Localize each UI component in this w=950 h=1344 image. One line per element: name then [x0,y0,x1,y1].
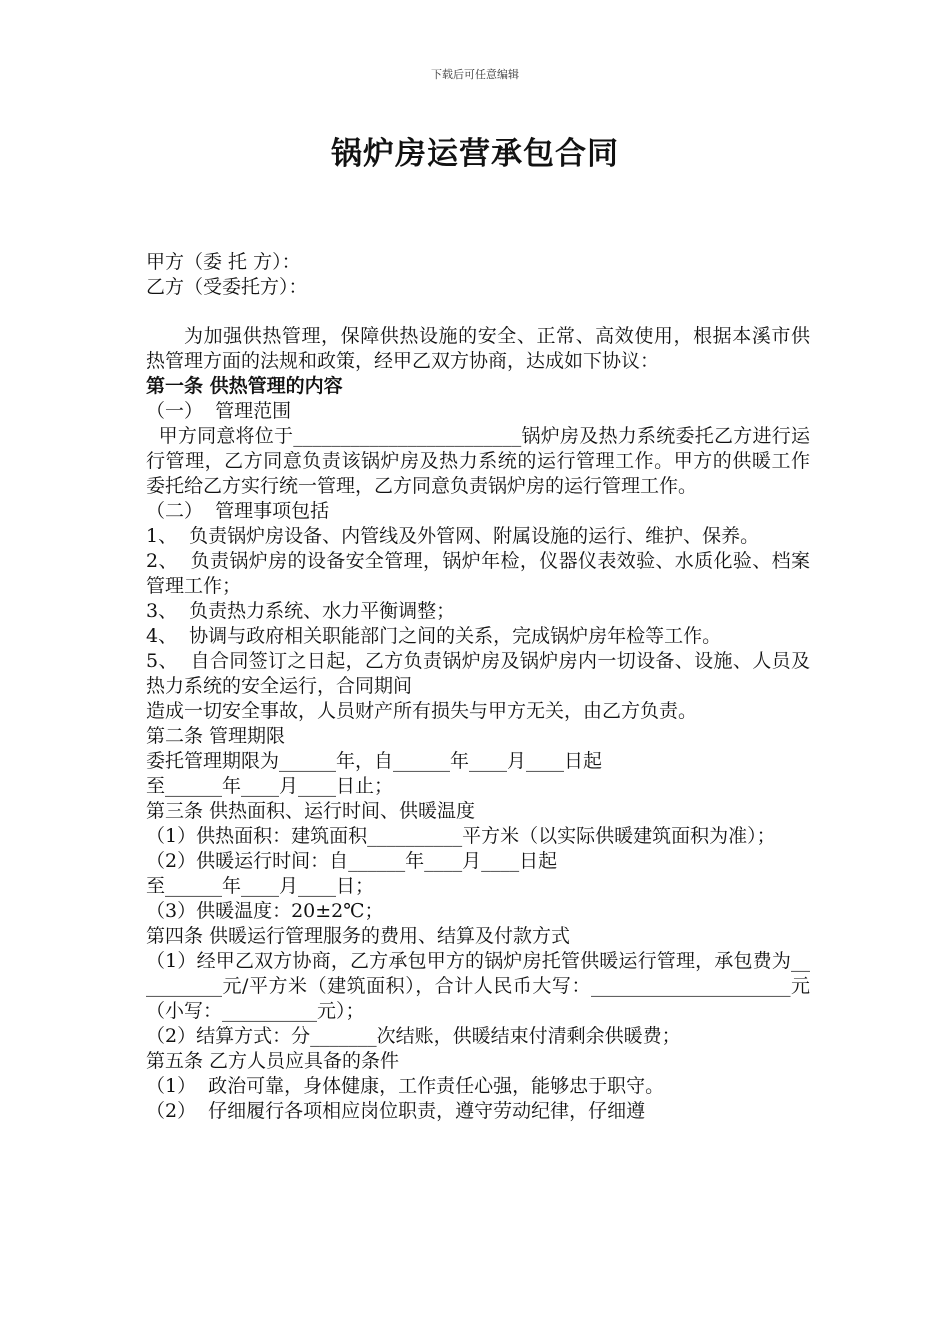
party-b-line: 乙方（受委托方）： [146,276,308,298]
contract-body [146,250,810,1124]
article-1-heading: 第一条 供热管理的内容 [146,375,343,397]
article-4-heading: 第四条 供暖运行管理服务的费用、结算及付款方式 [146,925,571,947]
preamble-paragraph: 为加强供热管理，保障供热设施的安全、正常、高效使用，根据本溪市供热管理方面的法规和政策，经甲乙双方协商，达成如下协议： [146,325,810,372]
article-2-line-2: 至______年____月____日止； [146,775,394,797]
article-1-sub1-heading: （一） 管理范围 [146,400,292,422]
article-5-item-2: （2） 仔细履行各项相应岗位职责，遵守劳动纪律，仔细遵 [146,1100,646,1122]
document-title: 锅炉房运营承包合同 [331,136,619,172]
article-1-sub1-text: 甲方同意将位于________________________锅炉房及热力系统委托乙方进行运行管理，乙方同意负责该锅炉房及热力系统的运行管理工作。甲方的供暖工作委托给乙方实行统一管理，乙方同意负责锅炉房的运行管理工作。 [146,425,810,497]
article-1-item-2: 2、 负责锅炉房的设备安全管理，锅炉年检，仪器仪表效验、水质化验、档案管理工作； [146,550,810,597]
article-1-item-5-continued: 造成一切安全事故，人员财产所有损失与甲方无关，由乙方负责。 [146,700,698,722]
header-note: 下载后可任意编辑 [431,68,519,81]
article-3-item-2a: （2）供暖运行时间：自______年____月____日起 [146,850,558,872]
article-5-item-1: （1） 政治可靠，身体健康，工作责任心强，能够忠于职守。 [146,1075,665,1097]
article-3-item-3: （3）供暖温度：20±2℃； [146,900,384,922]
article-3-heading: 第三条 供热面积、运行时间、供暖温度 [146,800,476,822]
article-4-item-2: （2）结算方式：分_______次结账，供暖结束付清剩余供暖费； [146,1025,681,1047]
article-4-item-1: （1）经甲乙双方协商，乙方承包甲方的锅炉房托管供暖运行管理，承包费为__________元/平方米（建筑面积），合计人民币大写：_____________________元（小写：__________元）； [146,950,810,1022]
article-2-heading: 第二条 管理期限 [146,725,286,747]
article-3-item-2b: 至______年____月____日； [146,875,375,897]
article-5-heading: 第五条 乙方人员应具备的条件 [146,1050,400,1072]
article-1-sub2-heading: （二） 管理事项包括 [146,500,330,522]
article-2-line-1: 委托管理期限为______年，自______年____月____日起 [146,750,603,772]
article-1-item-4: 4、 协调与政府相关职能部门之间的关系，完成锅炉房年检等工作。 [146,625,722,647]
party-a-line: 甲方（委 托 方）： [146,251,301,273]
article-1-item-1: 1、 负责锅炉房设备、内管线及外管网、附属设施的运行、维护、保养。 [146,525,760,547]
article-1-item-3: 3、 负责热力系统、水力平衡调整； [146,600,456,622]
article-3-item-1: （1）供热面积：建筑面积__________平方米（以实际供暖建筑面积为准）； [146,825,776,847]
article-1-item-5: 5、 自合同签订之日起，乙方负责锅炉房及锅炉房内一切设备、设施、人员及热力系统的安全运行，合同期间 [146,650,810,697]
spacer [146,300,810,324]
